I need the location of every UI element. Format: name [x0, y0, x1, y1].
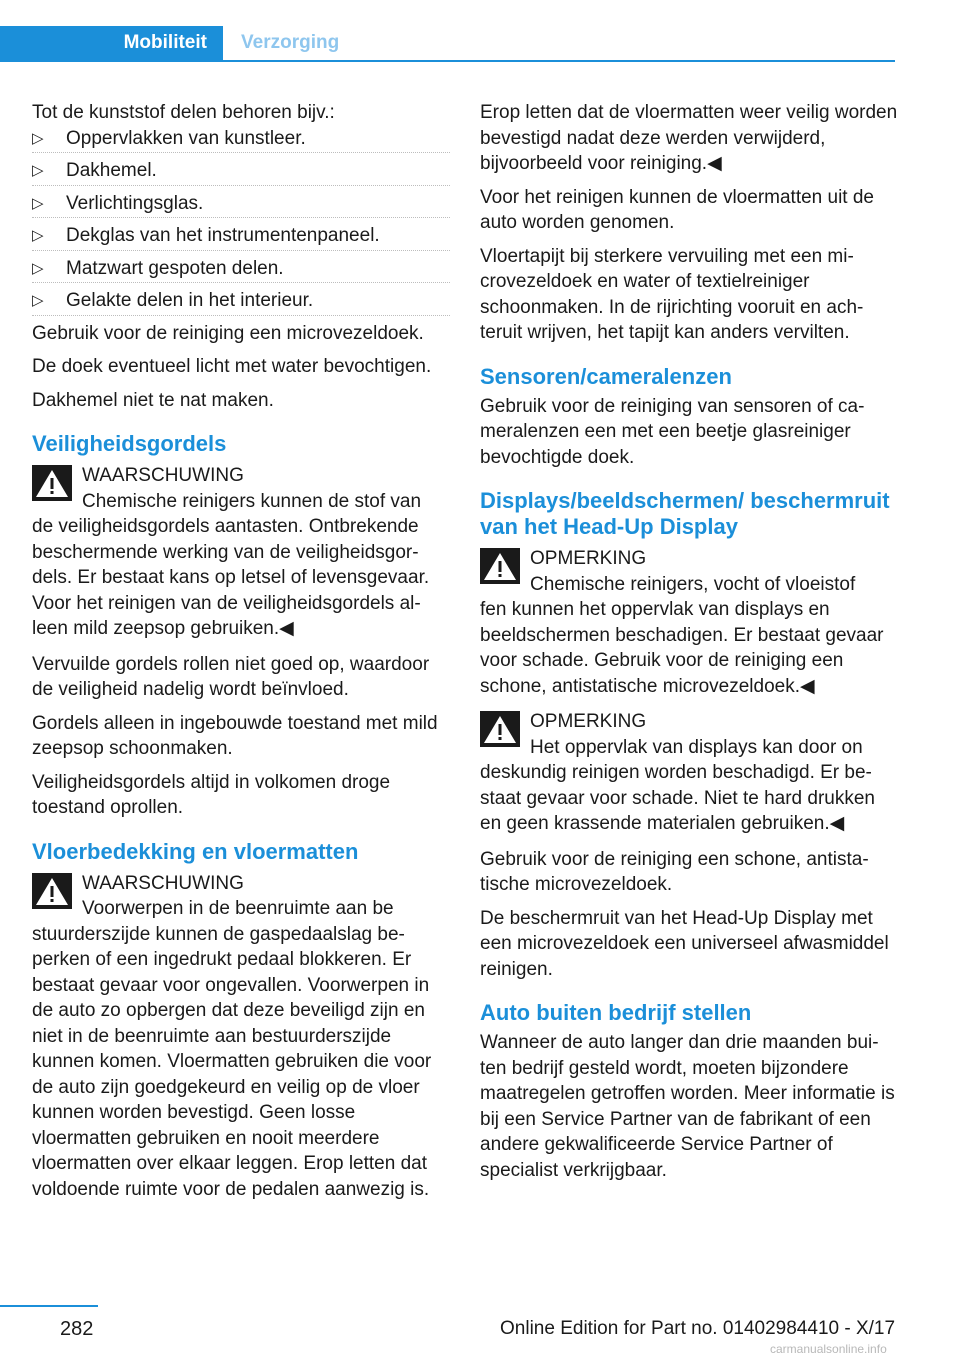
warning-triangle-icon [32, 465, 72, 501]
note-block [480, 709, 898, 837]
section-heading-storage: Auto buiten bedrijf stellen [480, 1000, 752, 1025]
warning-triangle-icon [480, 711, 520, 747]
list-item: ▷ Verlichtingsglas. [32, 191, 450, 219]
warning-title: WAARSCHUWING [82, 465, 244, 486]
list-item: ▷ Oppervlakken van kunstleer. [32, 126, 450, 154]
triangle-bullet-icon: ▷ [32, 292, 44, 309]
warning-triangle-icon [480, 548, 520, 584]
paragraph: De doek eventueel licht met water bevochtigen. [32, 356, 432, 377]
list-item: ▷ Dekglas van het instrumentenpaneel. [32, 223, 450, 251]
triangle-bullet-icon: ▷ [32, 259, 44, 277]
tab-mobiliteit [0, 26, 223, 60]
warning-text-rest: stuurderszijde kunnen de gaspedaalslag beperken of een ingedrukt pedaal blokkeren. Er bestaat gevaar voor ongevallen. Voorwerpen in de auto zo opbergen dat deze beveiligd zijn en niet in de beenruimte aan bestuurderszijde kunnen komen. Vloermatten gebruiken die voor de auto zijn goedgekeurd en veilig op de vloer kunnen worden bevestigd. Geen losse vloermatten gebruiken en nooit meerdere vloermatten over elkaar leggen. Erop letten dat voldoende ruimte voor de pedalen aanwezig is. [32, 923, 432, 1200]
intro-text: Tot de kunststof delen behoren bijv.: [32, 102, 335, 123]
triangle-bullet-icon: ▷ [32, 194, 44, 212]
warning-text-first: Chemische reinigers kunnen de stof van [82, 490, 422, 512]
paragraph: Vervuilde gordels rollen niet goed op, waardoor de veiligheid nadelig wordt beïnvloed. [32, 653, 430, 700]
warning-block [32, 871, 450, 1203]
note-text-first: Chemische reinigers, vocht of vloeistof [530, 573, 856, 595]
footer-rule [0, 1305, 98, 1307]
left-column [32, 100, 450, 1212]
tab-mobiliteit-label: Mobiliteit [123, 32, 207, 53]
paragraph: Erop letten dat de vloermatten weer veilig worden bevestigd nadat deze werden verwijderd, bijvoorbeeld voor reiniging.◀ [480, 102, 898, 174]
paragraph: Dakhemel niet te nat maken. [32, 389, 274, 411]
note-text-rest: deskundig reinigen worden beschadigd. Er bestaat gevaar voor schade. Niet te hard drukken en geen krassende materialen gebruiken.◀ [480, 762, 876, 834]
tab-verzorging-label: Verzorging [241, 32, 340, 53]
edition-note: Online Edition for Part no. 01402984410 - X/17 [500, 1318, 896, 1339]
watermark: carmanualsonline.info [770, 1342, 887, 1356]
paragraph: Veiligheidsgordels altijd in volkomen droge toestand oprollen. [32, 771, 391, 818]
note-title: OPMERKING [530, 711, 647, 732]
list-item: ▷ Dakhemel. [32, 158, 450, 186]
note-text-first: Het oppervlak van displays kan door on [530, 736, 863, 758]
plastic-parts-list [32, 126, 450, 316]
warning-text-first: Voorwerpen in de beenruimte aan be [82, 898, 394, 919]
right-column [480, 100, 898, 1191]
warning-triangle-icon [32, 873, 72, 909]
paragraph: Voor het reinigen kunnen de vloermatten uit de auto worden genomen. [480, 186, 874, 233]
paragraph: Gordels alleen in ingebouwde toestand met mild zeepsop schoonmaken. [32, 712, 438, 759]
paragraph: Gebruik voor de reiniging van sensoren of cameralenzen een met een beetje glasreiniger bevochtigde doek. [480, 395, 865, 468]
section-heading-displays: Displays/beeldschermen/ beschermruit van het Head-Up Display [480, 488, 890, 539]
note-title: OPMERKING [530, 548, 647, 569]
page-number: 282 [60, 1318, 94, 1340]
triangle-bullet-icon: ▷ [32, 129, 44, 147]
warning-block [32, 463, 450, 642]
paragraph: Gebruik voor de reiniging een schone, antistatische microvezeldoek. [480, 848, 869, 895]
page-header [0, 0, 895, 62]
note-block [480, 546, 898, 699]
note-text-rest: fen kunnen het oppervlak van displays en beeldschermen beschadigen. Er bestaat gevaar voor schade. Gebruik voor de reiniging een schone, antistatische microvezeldoek.◀ [480, 599, 884, 697]
section-heading-floor: Vloerbedekking en vloermatten [32, 838, 359, 864]
list-item: ▷ Gelakte delen in het interieur. [32, 288, 450, 316]
header-rule [0, 60, 895, 62]
paragraph: Vloertapijt bij sterkere vervuiling met een microvezeldoek en water of textielreiniger schoonmaken. In de rijrichting vooruit en achteruit wrijven, het tapijt kan anders vervilten. [480, 245, 864, 343]
triangle-bullet-icon: ▷ [32, 227, 44, 244]
paragraph: Gebruik voor de reiniging een microvezeldoek. [32, 322, 424, 344]
paragraph: Wanneer de auto langer dan drie maanden buiten bedrijf gesteld wordt, moeten bijzondere maatregelen getroffen worden. Meer informatie is bij een Service Partner van de fabrikant of een andere gekwalificeerde Service Partner of specialist verkrijgbaar. [480, 1032, 895, 1181]
warning-text-rest: de veiligheidsgordels aantasten. Ontbrekende beschermende werking van de veiligheidsgordels. Er bestaat kans op letsel of levensgevaar. Voor het reinigen van de veiligheidsgordels alleen mild zeepsop gebruiken.◀ [32, 516, 430, 639]
section-heading-sensors: Sensoren/cameralenzen [480, 363, 732, 389]
triangle-bullet-icon: ▷ [32, 162, 44, 179]
warning-title: WAARSCHUWING [82, 872, 244, 894]
paragraph: De beschermruit van het Head-Up Display met een microvezeldoek een universeel afwasmiddel reinigen. [480, 907, 889, 980]
list-item: ▷ Matzwart gespoten delen. [32, 256, 450, 284]
tab-verzorging [241, 26, 339, 60]
section-heading-seatbelts: Veiligheidsgordels [32, 431, 227, 456]
